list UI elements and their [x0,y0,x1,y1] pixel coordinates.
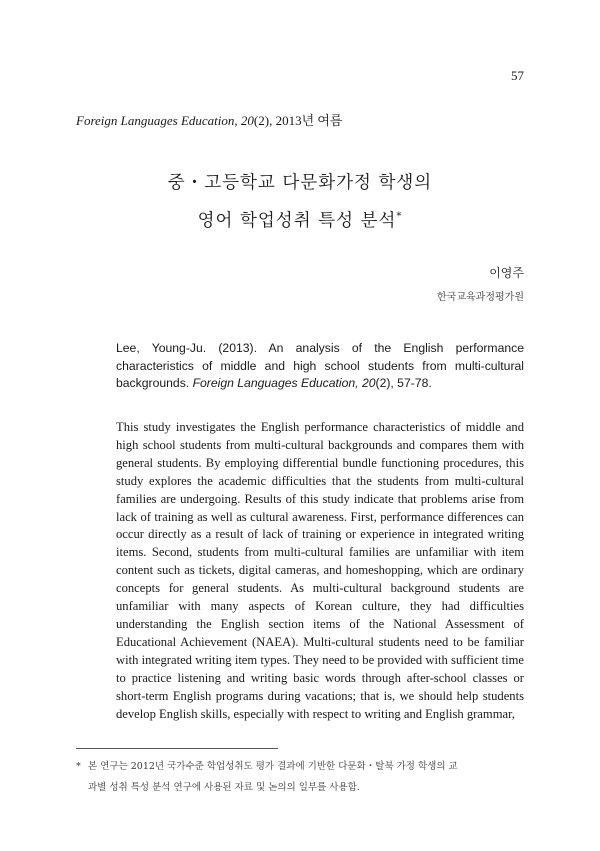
journal-volume: 20 [240,113,254,128]
title-footnote-mark: * [396,211,403,222]
author-affiliation: 한국교육과정평가원 [437,292,524,303]
footnote-mark: * [76,761,81,772]
journal-name: Foreign Languages Education, [76,113,238,128]
footnote-divider [76,748,278,749]
journal-header [76,110,343,129]
citation-journal: Foreign Languages Education, 20 [192,376,376,390]
abstract-text: This study investigates the English performance characteristics of middle and high school students from multi-cultural backgrounds and compares them with general students. By employing differential bundle functioning procedures, this study explores the academic difficulties that the students from multi-cultural families are undergoing. Results of this study indicate that problems arise from lack of training as well as cultural awareness. First, performance differences can occur directly as a result of lack of training or experience in integrated writing items. Second, students from multi-cultural families are unfamiliar with item content such as tickets, digital cameras, and homeshopping, which are ordinary concepts for general students. As multi-cultural background students are unfamiliar with many aspects of Korean culture, they had difficulties understanding the English section items of the National Assessment of Educational Achievement (NAEA). Multi-cultural students need to be familiar with integrated writing item types. They need to be provided with sufficient time to practice listening and writing basic words through after-school classes or short-term English programs during vacations; that is, we should help students develop English skills, especially with respect to writing and English grammar, [116,420,524,721]
title-line-1: 중・고등학교 다문화가정 학생의 [167,173,433,193]
citation-pages: (2), 57-78. [375,376,432,390]
page-number: 57 [511,68,524,83]
footnote-line-2: 과별 성취 특성 분석 연구에 사용된 자료 및 논의의 일부를 사용함. [88,782,360,793]
title-line-2: 영어 학업성취 특성 분석* [197,210,403,231]
author-name: 이영주 [489,266,524,280]
journal-issue: (2), 2013년 여름 [253,113,343,128]
footnote [76,756,528,798]
citation-authors: Lee, Young-Ju. (2013). [116,341,257,355]
citation-article: An analysis of the English performance characteristics of middle and high school students from multi-cultural backgrounds. [116,341,525,390]
citation [116,340,524,393]
paper-title [0,166,600,238]
footnote-line-1: * 본 연구는 2012년 국가수준 학업성취도 평가 결과에 기반한 다문화・탈북 가정 학생의 교 [76,756,528,777]
